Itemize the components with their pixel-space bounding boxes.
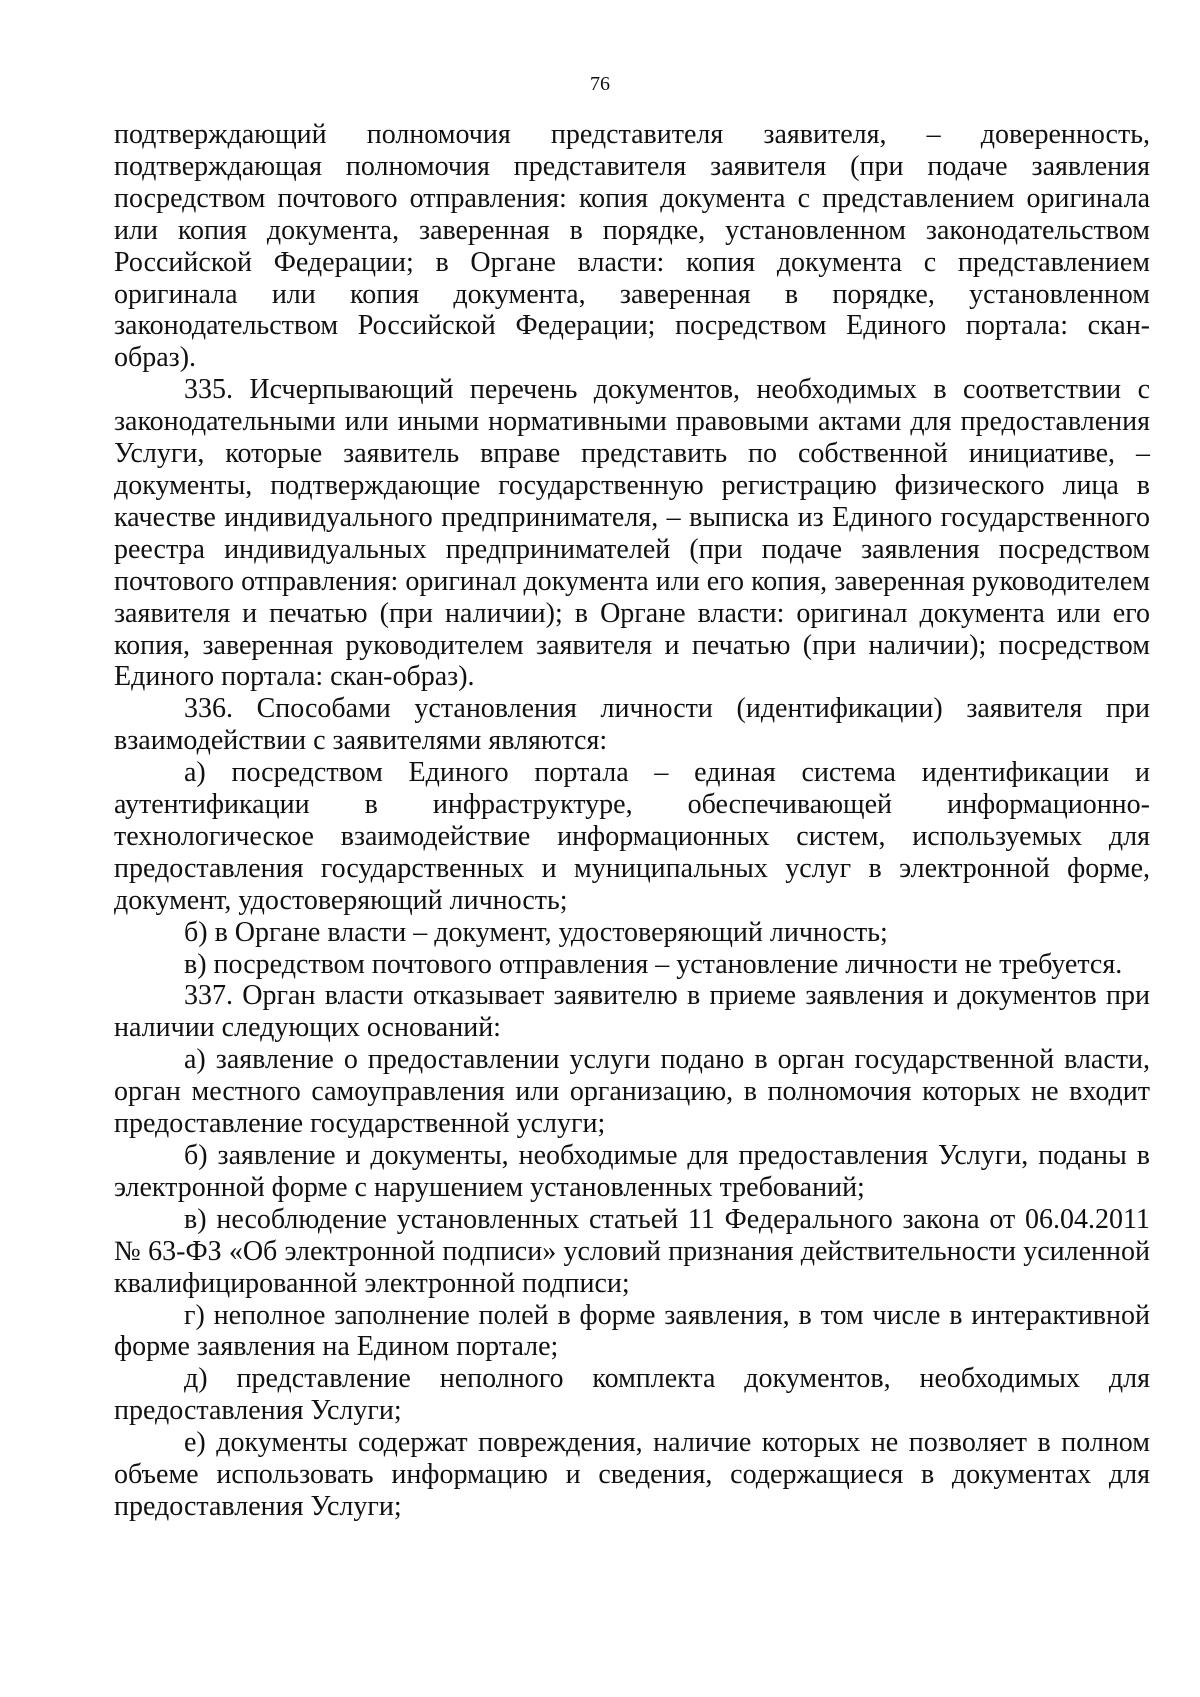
paragraph-337-b: б) заявление и документы, необходимые для предоставления Услуги, поданы в электронной форме с нарушением установленных требований; [114, 1140, 1150, 1203]
paragraph-337-v: в) несоблюдение установленных статьей 11 Федерального закона от 06.04.2011 № 63-ФЗ «Об электронной подписи» условий признания действительности усиленной квалифицированной электронной подписи; [114, 1203, 1150, 1299]
paragraph-337-a: а) заявление о предоставлении услуги подано в орган государственной власти, орган местного самоуправления или организацию, в полномочия которых не входит предоставление государственной услуги; [114, 1044, 1150, 1140]
paragraph-336-v: в) посредством почтового отправления – установление личности не требуется. [184, 948, 1123, 980]
paragraph-337: 337. Орган власти отказывает заявителю в приеме заявления и документов при наличии следующих оснований: [114, 980, 1150, 1044]
paragraph-335: 335. Исчерпывающий перечень документов, необходимых в соответствии с законодательными или иными нормативными правовыми актами для предоставления Услуги, которые заявитель вправе представить по собственной инициативе, – документы, подтверждающие государственную регистрацию физического лица в качестве индивидуального предпринимателя, – выписка из Единого государственного реестра индивидуальных предпринимателей (при подаче заявления посредством почтового отправления: оригинал документа или его копия, заверенная руководителем заявителя и печатью (при наличии); в Органе власти: оригинал документа или его копия, заверенная руководителем заявителя и печатью (при наличии); посредством Единого портала: скан-образ). [114, 374, 1150, 693]
paragraph-337-d: д) представление неполного комплекта документов, необходимых для предоставления Услуги; [114, 1363, 1150, 1427]
paragraph-337-e: е) документы содержат повреждения, наличие которых не позволяет в полном объеме использовать информацию и сведения, содержащиеся в документах для предоставления Услуги; [114, 1427, 1150, 1522]
document-body [114, 119, 1150, 1523]
paragraph-336-b: б) в Органе власти – документ, удостоверяющий личность; [184, 916, 888, 948]
paragraph-336-a: а) посредством Единого портала – единая система идентификации и аутентификации в инфраструктуре, обеспечивающей информационно-технологическое взаимодействие информационных систем, используемых для предоставления государственных и муниципальных услуг в электронной форме, документ, удостоверяющий личность; [114, 757, 1150, 916]
paragraph-336: 336. Способами установления личности (идентификации) заявителя при взаимодействии с заявителями являются: [114, 693, 1150, 757]
paragraph-continuation: подтверждающий полномочия представителя заявителя, – доверенность, подтверждающая полномочия представителя заявителя (при подаче заявления посредством почтового отправления: копия документа с представлением оригинала или копия документа, заверенная в порядке, установленном законодательством Российской Федерации; в Органе власти: копия документа с представлением оригинала или копия документа, заверенная в порядке, установленном законодательством Российской Федерации; посредством Единого портала: скан-образ). [114, 119, 1150, 374]
page-number: 76 [590, 73, 610, 95]
paragraph-337-g: г) неполное заполнение полей в форме заявления, в том числе в интерактивной форме заявления на Едином портале; [114, 1299, 1150, 1363]
